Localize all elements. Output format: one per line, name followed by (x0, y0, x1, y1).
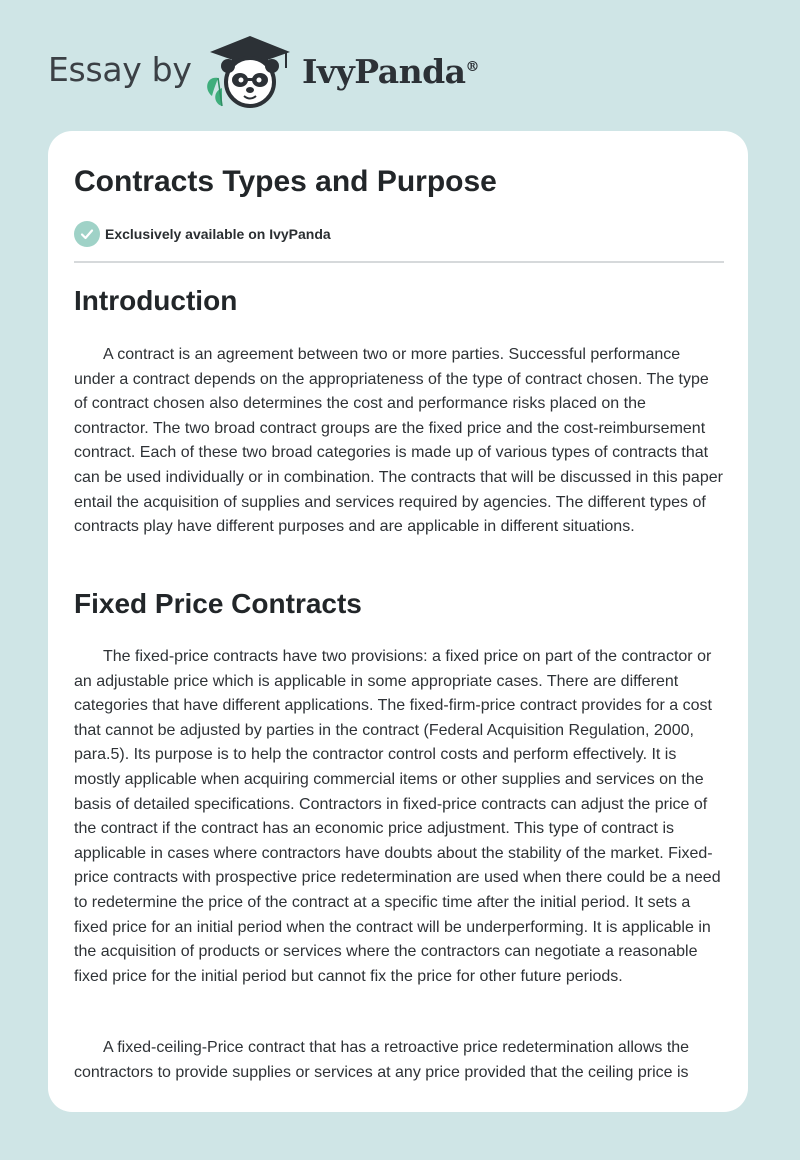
registered-mark: ® (465, 59, 480, 75)
paragraph: The fixed-price contracts have two provisions: a fixed price on part of the contractor or an adjustable price which is applicable in some appropriate cases. There are different categories that have different applications. The fixed-firm-price contract provides for a cost that cannot be adjusted by parties in the contract (Federal Acquisition Regulation, 2000, para.5). Its purpose is to help the contractor control costs and perform effectively. It is mostly applicable when acquiring commercial items or other supplies and services on the basis of detailed specifications. Contractors in fixed-price contracts can adjust the price of the contract if the contract has an economic price adjustment. This type of contract is applicable in cases where contractors have doubts about the stability of the market. Fixed-price contracts with prospective price redetermination are used when there could be a need to redetermine the price of the contract at a specific time after the initial period. It sets a fixed price for an initial period when the contract will be underperforming. It is applicable in the acquisition of products or services where the contractors can negotiate a reasonable fixed price for the initial period but cannot fix the price for other future periods. (74, 648, 721, 985)
brand-header[interactable] (48, 30, 480, 110)
exclusive-badge (74, 221, 331, 247)
check-icon (74, 221, 100, 247)
section-heading-introduction: Introduction (74, 285, 238, 316)
brand-name (302, 52, 479, 91)
paragraph: A contract is an agreement between two or more parties. Successful performance under a contract depends on the appropriateness of the type of contract chosen. The type of contract chosen also determines the cost and performance risks placed on the contractor. The two broad contract groups are the fixed price and the cost-reimbursement contract. Each of these two broad categories is made up of various types of contracts that can be used individually or in combination. The contracts that will be discussed in this paper entail the acquisition of supplies and services required by agencies. The different types of contracts play have different purposes and are applicable in different situations. (74, 346, 723, 536)
article-card (48, 131, 748, 1112)
paragraph: A fixed-ceiling-Price contract that has a retroactive price redetermination allows the contractors to provide supplies or services at any price provided that the ceiling price is (74, 1039, 690, 1081)
brand-prefix: Essay by (48, 50, 192, 89)
title-divider (74, 261, 724, 263)
article-title: Contracts Types and Purpose (74, 165, 497, 198)
badge-text: Exclusively available on IvyPanda (105, 226, 331, 242)
section-heading-fixed-price: Fixed Price Contracts (74, 588, 362, 619)
brand-name-text: IvyPanda (302, 52, 466, 91)
panda-logo-icon (202, 30, 298, 110)
